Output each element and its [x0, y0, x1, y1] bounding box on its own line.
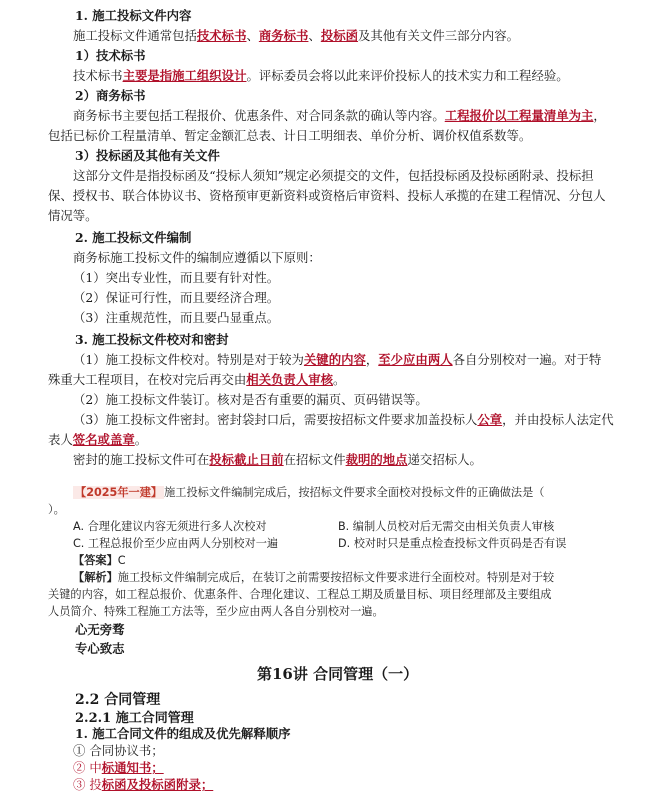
- highlight-two-people: 至少应由两人: [378, 352, 453, 367]
- item-3-prefix: ③ 投: [73, 777, 102, 792]
- highlight-location: 裁明的地点: [345, 452, 408, 467]
- principle-item: （1）突出专业性，而且要有针对性。: [73, 270, 280, 285]
- exam-option-b: B. 编制人员校对后无需交由相关负责人审核: [338, 520, 555, 533]
- section-2-2-heading: 2.2 合同管理: [75, 692, 161, 708]
- subheading-bid-letter-other: 3）投标函及其他有关文件: [75, 148, 220, 163]
- submission-paragraph: 密封的施工投标文件可在投标截止日前在招标文件裁明的地点递交招标人。: [73, 452, 482, 467]
- highlight-deadline: 投标截止日前: [209, 452, 284, 467]
- exam-question-line2: ）。: [48, 503, 65, 516]
- section-heading-proof-seal: 3. 施工投标文件校对和密封: [75, 332, 229, 347]
- highlight-responsible-review: 相关负责人审核: [246, 372, 333, 387]
- highlight-sign-or-seal: 签名或盖章: [72, 432, 135, 447]
- exam-option-c: C. 工程总报价至少应由两人分别校对一遍: [73, 537, 279, 550]
- principle-item: （2）保证可行性，而且要经济合理。: [73, 290, 280, 305]
- exam-answer: [73, 552, 126, 569]
- item-2-prefix: ② 中: [73, 760, 102, 775]
- contract-docs-heading: 1. 施工合同文件的组成及优先解释顺序: [75, 726, 291, 741]
- section-2-2-1-heading: 2.2.1 施工合同管理: [75, 711, 194, 726]
- exam-year-tag: 【2025年一建】: [75, 486, 163, 499]
- lecture-title: 第16讲 合同管理（一）: [257, 665, 419, 683]
- other-docs-paragraph-line1: 这部分文件是指投标函及“投标人须知”规定必须提交的文件，包括投标函及投标函附录、投标担: [73, 168, 594, 183]
- contract-doc-item-3: [73, 777, 213, 793]
- answer-label: 【答案】: [73, 554, 118, 567]
- technical-bid-paragraph: 技术标书主要是指施工组织设计。评标委员会将以此来评价投标人的技术实力和工程经验。: [73, 68, 569, 83]
- binding-paragraph: （2）施工投标文件装订。核对是否有重要的漏页、页码错误等。: [73, 392, 428, 407]
- highlight-business-bid: 商务标书: [258, 28, 309, 43]
- highlight-quote-basis: 工程报价以工程量清单为主: [444, 108, 594, 123]
- motto-line2: 专心致志: [75, 641, 125, 656]
- highlight-bid-letter: 投标函: [320, 28, 358, 43]
- proofread-paragraph-line1: （1）施工投标文件校对。特别是对于较为关键的内容，至少应由两人各自分别校对一遍。对于特: [73, 352, 602, 367]
- business-bid-paragraph-line2: 包括已标价工程量清单、暂定金额汇总表、计日工明细表、单价分析、调价权值系数等。: [48, 128, 532, 143]
- highlight-construction-design: 主要是指施工组织设计: [122, 68, 247, 83]
- other-docs-paragraph-line2: 保、授权书、联合体协议书、资格预审更新资料或资格后审资料、投标人承揽的在建工程情况、分包人: [48, 188, 606, 203]
- principle-item: （3）注重规范性，而且要凸显重点。: [73, 310, 280, 325]
- contract-doc-item-1: ① 合同协议书；: [73, 743, 164, 758]
- subheading-business-bid: 2）商务标书: [75, 88, 146, 103]
- subheading-technical-bid: 1）技术标书: [75, 48, 146, 63]
- exam-analysis-line3: 人员简介、特殊工程施工方法等，至少应由两人各自分别校对一遍。: [48, 605, 384, 618]
- section-heading-preparation: 2. 施工投标文件编制: [75, 230, 192, 245]
- preparation-principles-intro: 商务标施工投标文件的编制应遵循以下原则：: [73, 250, 321, 265]
- proofread-paragraph-line2: 殊重大工程项目，在校对完后再交由相关负责人审核。: [48, 372, 346, 387]
- highlight-bid-letter-appendix: 标函及投标函附录；: [101, 777, 214, 792]
- sealing-paragraph-line2: 表人签名或盖章。: [48, 432, 148, 447]
- exam-analysis-line2: 关键的内容，如工程总报价、优惠条件、合理化建议、工程总工期及质量目标、项目经理部及主要组成: [48, 588, 552, 601]
- highlight-technical-bid: 技术标书: [196, 28, 247, 43]
- highlight-award-notice: 标通知书；: [101, 760, 164, 775]
- sealing-paragraph-line1: （3）施工投标文件密封。密封袋封口后，需要按招标文件要求加盖投标人公章，并由投标人法定代: [73, 412, 614, 427]
- answer-value: C: [117, 554, 126, 567]
- exam-option-d: D. 校对时只是重点检查投标文件页码是否有误: [338, 537, 567, 550]
- other-docs-paragraph-line3: 情况等。: [48, 208, 98, 223]
- section-heading-content: 1. 施工投标文件内容: [75, 8, 192, 23]
- contract-doc-item-2: [73, 760, 164, 776]
- exam-analysis-line1: 【解析】施工投标文件编制完成后，在装订之前需要按招标文件要求进行全面校对。特别是对于较: [73, 571, 555, 584]
- highlight-key-content: 关键的内容: [303, 352, 366, 367]
- exam-question-line1: 【2025年一建】 施工投标文件编制完成后，按招标文件要求全面校对投标文件的正确做法是（: [75, 486, 545, 499]
- business-bid-paragraph-line1: 商务标书主要包括工程报价、优惠条件、对合同条款的确认等内容。工程报价以工程量清单为主，: [73, 108, 606, 123]
- highlight-official-seal: 公章: [477, 412, 503, 427]
- exam-option-a: A. 合理化建议内容无须进行多人次校对: [73, 520, 267, 533]
- analysis-label: 【解析】: [73, 571, 118, 584]
- motto-line1: 心无旁骛: [75, 622, 125, 637]
- intro-paragraph: 施工投标文件通常包括技术标书、商务标书、投标函及其他有关文件三部分内容。: [73, 28, 520, 43]
